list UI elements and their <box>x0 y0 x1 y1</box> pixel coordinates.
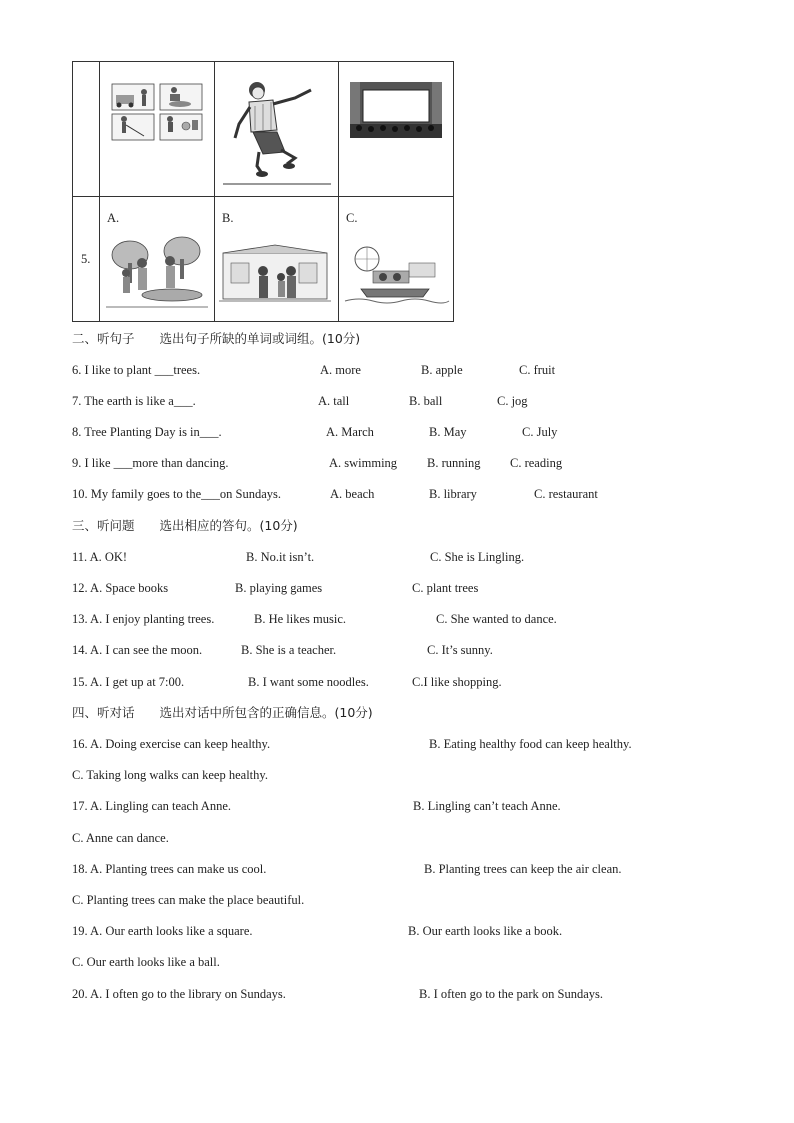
question-number-5: 5. <box>81 252 91 266</box>
family-mall-illustration <box>215 197 338 321</box>
q7-option-b: B. ball <box>409 394 443 408</box>
q12-option-b: B. playing games <box>235 581 323 595</box>
q18-option-c: C. Planting trees can make the place beautiful. <box>72 893 305 907</box>
row5-number-cell <box>73 197 100 322</box>
q11-option-a: 11. A. OK! <box>72 550 128 564</box>
q8-option-a: A. March <box>326 425 374 439</box>
q15-option-a: 15. A. I get up at 7:00. <box>72 675 185 689</box>
option-a-cell <box>100 197 215 322</box>
q9-option-b: B. running <box>427 456 481 470</box>
chores-picture-cell <box>100 62 215 197</box>
q12-option-a: 12. A. Space books <box>72 581 169 595</box>
option-b-cell <box>215 197 339 322</box>
q7-stem: 7. The earth is like a___. <box>72 394 196 408</box>
q15-option-c: C.I like shopping. <box>412 675 502 689</box>
q16-option-c: C. Taking long walks can keep healthy. <box>72 768 268 782</box>
q13-option-c: C. She wanted to dance. <box>436 612 557 626</box>
q17-option-a: 17. A. Lingling can teach Anne. <box>72 799 231 813</box>
section2-heading: 二、听句子 选出句子所缺的单词或词组。(10分) <box>72 331 361 346</box>
dancing-boy-picture-cell <box>215 62 339 197</box>
cinema-picture-cell <box>339 62 454 197</box>
q8-stem: 8. Tree Planting Day is in___. <box>72 425 222 439</box>
q18-option-a: 18. A. Planting trees can make us cool. <box>72 862 267 876</box>
q18-option-b: B. Planting trees can keep the air clean. <box>424 862 622 876</box>
q19-option-c: C. Our earth looks like a ball. <box>72 955 220 969</box>
q7-option-a: A. tall <box>318 394 350 408</box>
q10-option-a: A. beach <box>330 487 375 501</box>
section4-heading: 四、听对话 选出对话中所包含的正确信息。(10分) <box>72 705 373 720</box>
q14-option-c: C. It’s sunny. <box>427 643 493 657</box>
q10-stem: 10. My family goes to the___on Sundays. <box>72 487 282 501</box>
cinema-illustration <box>339 62 453 196</box>
q14-option-a: 14. A. I can see the moon. <box>72 643 203 657</box>
q6-option-a: A. more <box>320 363 361 377</box>
q7-option-c: C. jog <box>497 394 528 408</box>
boating-illustration <box>339 197 453 321</box>
q17-option-b: B. Lingling can’t teach Anne. <box>413 799 561 813</box>
q19-option-b: B. Our earth looks like a book. <box>408 924 563 938</box>
q6-option-b: B. apple <box>421 363 463 377</box>
q19-option-a: 19. A. Our earth looks like a square. <box>72 924 253 938</box>
q9-stem: 9. I like ___more than dancing. <box>72 456 229 470</box>
q6-option-c: C. fruit <box>519 363 556 377</box>
q13-option-b: B. He likes music. <box>254 612 347 626</box>
q17-option-c: C. Anne can dance. <box>72 831 169 845</box>
option-b-label: B. <box>222 211 234 225</box>
q8-option-c: C. July <box>522 425 558 439</box>
q11-option-b: B. No.it isn’t. <box>246 550 315 564</box>
q13-option-a: 13. A. I enjoy planting trees. <box>72 612 215 626</box>
q20-option-b: B. I often go to the park on Sundays. <box>419 987 604 1001</box>
section3-heading: 三、听问题 选出相应的答句。(10分) <box>72 518 298 533</box>
row4-number-cell <box>73 62 100 197</box>
option-c-label: C. <box>346 211 358 225</box>
q12-option-c: C. plant trees <box>412 581 479 595</box>
dancing-boy-illustration <box>215 62 338 196</box>
option-a-label: A. <box>107 211 120 225</box>
q14-option-b: B. She is a teacher. <box>241 643 337 657</box>
q11-option-c: C. She is Lingling. <box>430 550 525 564</box>
q16-option-b: B. Eating healthy food can keep healthy. <box>429 737 632 751</box>
q6-stem: 6. I like to plant ___trees. <box>72 363 201 377</box>
family-park-illustration <box>100 197 214 321</box>
q9-option-a: A. swimming <box>329 456 398 470</box>
chores-illustration <box>100 62 214 196</box>
q10-option-c: C. restaurant <box>534 487 598 501</box>
q16-option-a: 16. A. Doing exercise can keep healthy. <box>72 737 271 751</box>
q9-option-c: C. reading <box>510 456 563 470</box>
option-c-cell <box>339 197 454 322</box>
q20-option-a: 20. A. I often go to the library on Sundays. <box>72 987 286 1001</box>
q15-option-b: B. I want some noodles. <box>248 675 369 689</box>
q10-option-b: B. library <box>429 487 477 501</box>
picture-table <box>72 61 454 322</box>
q8-option-b: B. May <box>429 425 467 439</box>
